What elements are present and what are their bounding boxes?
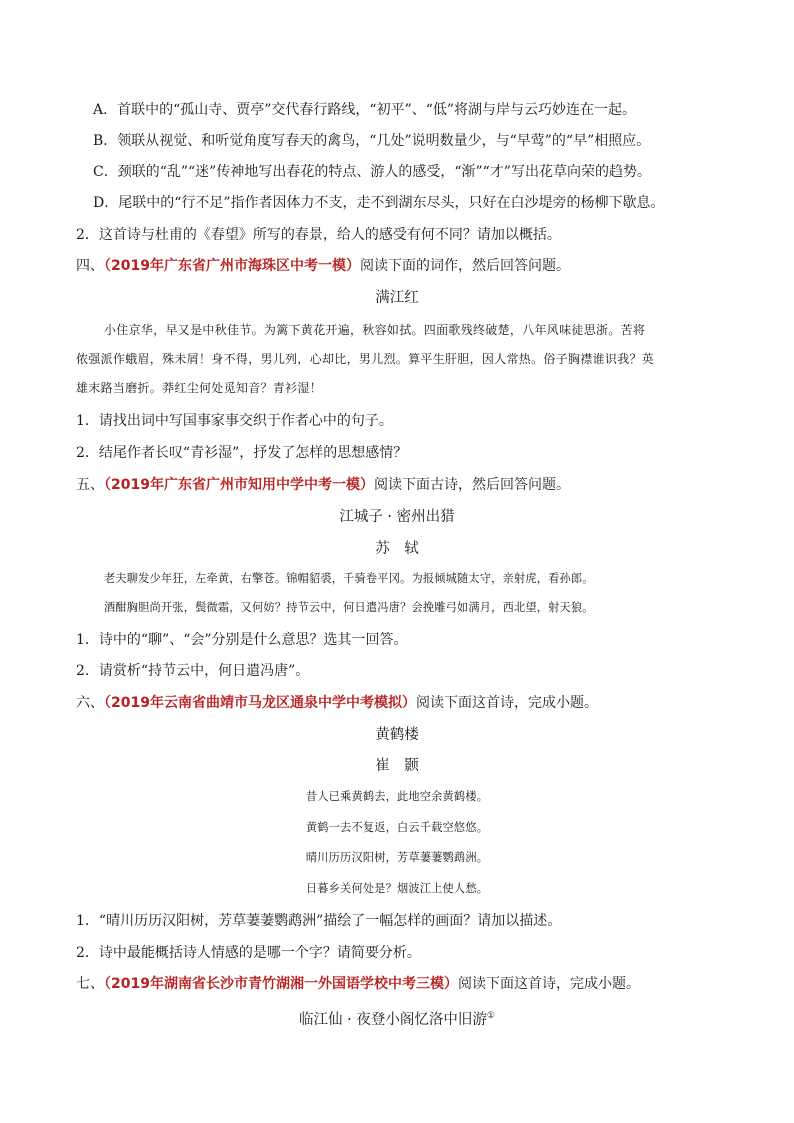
section-instruction: 阅读下面古诗，然后回答问题。 xyxy=(373,477,570,493)
poem-line: 酒酣胸胆尚开张，鬓微霜，又何妨？持节云中，何日遣冯唐？会挽雕弓如满月，西北望，射天狼。 xyxy=(104,601,594,614)
section-instruction: 阅读下面的词作，然后回答问题。 xyxy=(359,258,570,274)
poem-line: 老夫聊发少年狂，左牵黄，右擎苍。锦帽貂裘，千骑卷平冈。为报倾城随太守，亲射虎，看孙郎。 xyxy=(104,572,594,585)
question-2: 2．结尾作者长叹“青衫湿”，抒发了怎样的思想感情？ xyxy=(76,445,408,461)
question-1: 1．请找出词中写国事家事交织于作者心中的句子。 xyxy=(76,413,393,429)
section-instruction: 阅读下面这首诗，完成小题。 xyxy=(415,695,598,711)
section-number: 四、 xyxy=(76,258,104,274)
poem-author: 苏 轼 xyxy=(375,541,419,557)
poem-line: 日暮乡关何处是？烟波江上使人愁。 xyxy=(305,882,489,895)
section-source: （2019年云南省曲靖市马龙区通泉中学中考模拟） xyxy=(104,695,416,711)
poem-line: 雄末路当磨折。莽红尘何处觅知音？青衫湿！ xyxy=(76,381,323,395)
option-d: D．尾联中的“行不足”指作者因体力不支，走不到湖东尽头，只好在白沙堤旁的杨柳下歇息。 xyxy=(93,195,665,211)
question-2: 2．诗中最能概括诗人情感的是哪一个字？请简要分析。 xyxy=(76,945,421,961)
question-2: 2．请赏析“持节云中，何日遣冯唐”。 xyxy=(76,663,310,679)
option-c: C．颈联的“乱”“迷”传神地写出春花的特点、游人的感受，“渐”“才”写出花草向荣的趋势。 xyxy=(93,164,651,180)
poem-line: 侬强派作蛾眉，殊未屑！身不得，男儿列，心却比，男儿烈。算平生肝胆，因人常热。俗子胸襟谁识我？英 xyxy=(76,352,655,366)
question-1: 1．“晴川历历汉阳树，芳草萋萋鹦鹉洲”描绘了一幅怎样的画面？请加以描述。 xyxy=(76,913,562,929)
section-source: （2019年湖南省长沙市青竹湖湘一外国语学校中考三模） xyxy=(104,976,458,992)
poem-author: 崔 颢 xyxy=(375,758,419,774)
poem-line: 昔人已乘黄鹤去，此地空余黄鹤楼。 xyxy=(305,790,489,803)
section-source: （2019年广东省广州市海珠区中考一模） xyxy=(104,258,360,274)
question-prev-2: 2．这首诗与杜甫的《春望》所写的春景，给人的感受有何不同？请加以概括。 xyxy=(76,227,561,243)
poem-title: 黄鹤楼 xyxy=(375,727,419,743)
section-instruction: 阅读下面这首诗，完成小题。 xyxy=(457,976,640,992)
section-number: 七、 xyxy=(76,976,104,992)
section-7-header xyxy=(76,974,640,994)
footnote-marker: ① xyxy=(486,1011,495,1021)
poem-title: 满江红 xyxy=(375,290,419,306)
section-source: （2019年广东省广州市知用中学中考一模） xyxy=(104,477,374,493)
section-number: 六、 xyxy=(76,695,104,711)
poem-line: 小住京华，早又是中秋佳节。为篱下黄花开遍，秋容如拭。四面歌残终破楚，八年风味徒思浙。苦将 xyxy=(104,323,646,337)
section-number: 五、 xyxy=(76,477,104,493)
section-4-header xyxy=(76,256,570,276)
poem-title: 江城子 · 密州出猎 xyxy=(339,509,455,525)
poem-title-text: 临江仙 · 夜登小阁忆洛中旧游 xyxy=(299,1011,487,1028)
option-b: B．领联从视觉、和听觉角度写春天的禽鸟，“几处”说明数量少，与“早莺”的“早”相照应。 xyxy=(93,133,651,149)
poem-title xyxy=(0,1006,794,1030)
option-a: A．首联中的“孤山寺、贾亭”交代春行路线，“初平”、“低”将湖与岸与云巧妙连在一起。 xyxy=(93,102,637,118)
poem-line: 晴川历历汉阳树，芳草萋萋鹦鹉洲。 xyxy=(305,851,489,864)
question-1: 1．诗中的“聊”、“会”分别是什么意思？选其一回答。 xyxy=(76,632,408,648)
poem-line: 黄鹤一去不复返，白云千载空悠悠。 xyxy=(305,821,489,834)
section-5-header xyxy=(76,475,570,495)
section-6-header xyxy=(76,693,598,713)
